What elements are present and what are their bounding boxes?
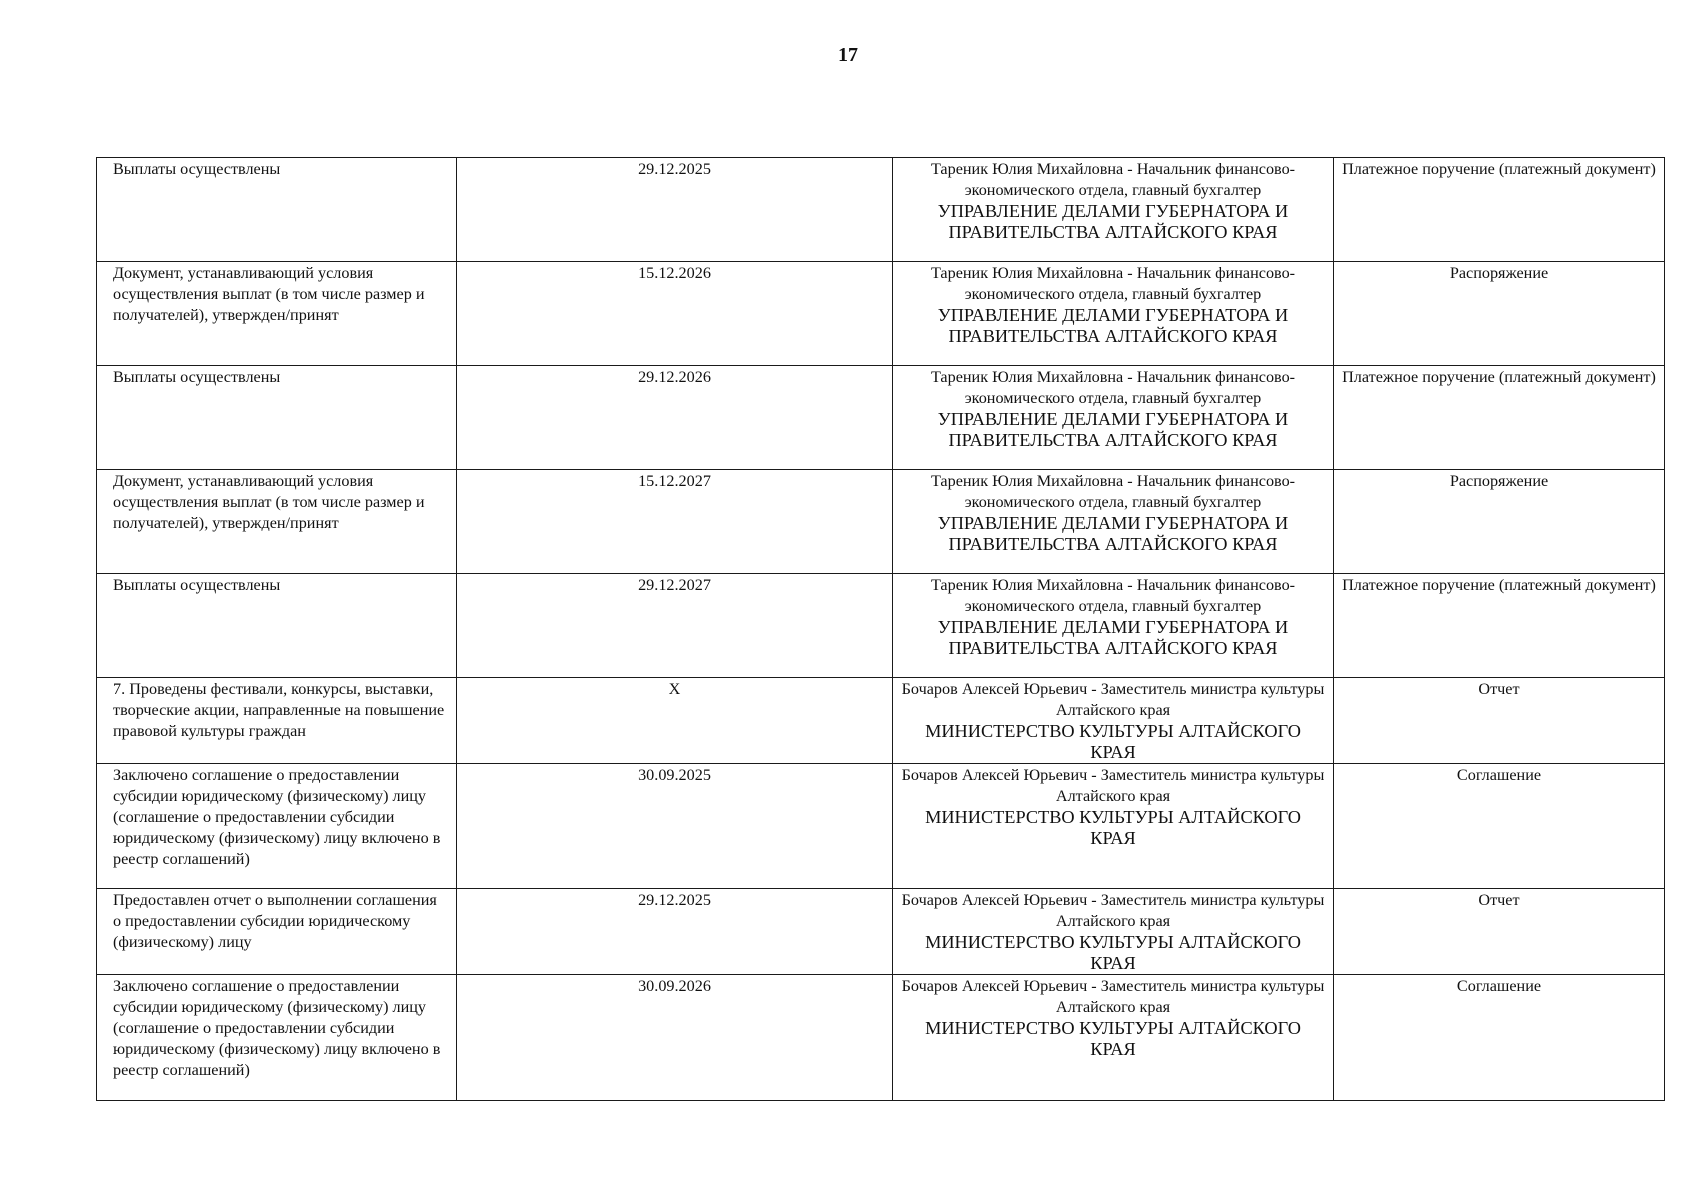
table-row — [97, 470, 1665, 574]
responsible-organization: УПРАВЛЕНИЕ ДЕЛАМИ ГУБЕРНАТОРА И ПРАВИТЕЛЬСТВА АЛТАЙСКОГО КРАЯ — [937, 409, 1289, 450]
responsible-organization: МИНИСТЕРСТВО КУЛЬТУРЫ АЛТАЙСКОГО КРАЯ — [925, 721, 1301, 762]
document-type-cell: Отчет — [1334, 889, 1665, 975]
date-cell: 30.09.2026 — [457, 975, 893, 1101]
event-cell: Заключено соглашение о предоставлении субсидии юридическому (физическому) лицу (соглашение о предоставлении субсидии юридическому (физическому) лицу включено в реестр соглашений) — [97, 764, 457, 889]
date-cell: 15.12.2026 — [457, 262, 893, 366]
table-row — [97, 678, 1665, 764]
responsible-cell — [893, 470, 1334, 574]
date-cell: 29.12.2025 — [457, 889, 893, 975]
table-row — [97, 764, 1665, 889]
date-cell: 30.09.2025 — [457, 764, 893, 889]
responsible-person: Бочаров Алексей Юрьевич - Заместитель министра культуры Алтайского края — [901, 891, 1325, 930]
table-row — [97, 158, 1665, 262]
event-cell: Заключено соглашение о предоставлении субсидии юридическому (физическому) лицу (соглашение о предоставлении субсидии юридическому (физическому) лицу включено в реестр соглашений) — [97, 975, 457, 1101]
document-type-cell: Соглашение — [1334, 764, 1665, 889]
date-cell: 15.12.2027 — [457, 470, 893, 574]
responsible-cell — [893, 574, 1334, 678]
responsible-person: Бочаров Алексей Юрьевич - Заместитель министра культуры Алтайского края — [901, 766, 1325, 805]
date-cell: 29.12.2027 — [457, 574, 893, 678]
table-row — [97, 574, 1665, 678]
responsible-person: Бочаров Алексей Юрьевич - Заместитель министра культуры Алтайского края — [901, 680, 1325, 719]
responsible-person: Тареник Юлия Михайловна - Начальник финансово-экономического отдела, главный бухгалтер — [930, 576, 1296, 615]
event-cell: 7. Проведены фестивали, конкурсы, выставки, творческие акции, направленные на повышение правовой культуры граждан — [97, 678, 457, 764]
event-cell: Документ, устанавливающий условия осуществления выплат (в том числе размер и получателей), утвержден/принят — [97, 262, 457, 366]
responsible-organization: МИНИСТЕРСТВО КУЛЬТУРЫ АЛТАЙСКОГО КРАЯ — [925, 807, 1301, 848]
responsible-organization: УПРАВЛЕНИЕ ДЕЛАМИ ГУБЕРНАТОРА И ПРАВИТЕЛЬСТВА АЛТАЙСКОГО КРАЯ — [937, 513, 1289, 554]
responsible-cell — [893, 889, 1334, 975]
responsible-cell — [893, 158, 1334, 262]
responsible-person: Тареник Юлия Михайловна - Начальник финансово-экономического отдела, главный бухгалтер — [930, 368, 1296, 407]
document-type-cell: Распоряжение — [1334, 262, 1665, 366]
responsible-organization: УПРАВЛЕНИЕ ДЕЛАМИ ГУБЕРНАТОРА И ПРАВИТЕЛЬСТВА АЛТАЙСКОГО КРАЯ — [937, 617, 1289, 658]
date-cell: 29.12.2026 — [457, 366, 893, 470]
responsible-organization: МИНИСТЕРСТВО КУЛЬТУРЫ АЛТАЙСКОГО КРАЯ — [925, 932, 1301, 973]
page-number: 17 — [838, 44, 858, 66]
date-cell: Х — [457, 678, 893, 764]
responsible-person: Тареник Юлия Михайловна - Начальник финансово-экономического отдела, главный бухгалтер — [930, 264, 1296, 303]
date-cell: 29.12.2025 — [457, 158, 893, 262]
document-type-cell: Распоряжение — [1334, 470, 1665, 574]
document-type-cell: Платежное поручение (платежный документ) — [1334, 574, 1665, 678]
table-row — [97, 975, 1665, 1101]
document-type-cell: Платежное поручение (платежный документ) — [1334, 366, 1665, 470]
responsible-person: Тареник Юлия Михайловна - Начальник финансово-экономического отдела, главный бухгалтер — [930, 472, 1296, 511]
responsible-cell — [893, 975, 1334, 1101]
document-type-cell: Соглашение — [1334, 975, 1665, 1101]
responsible-organization: УПРАВЛЕНИЕ ДЕЛАМИ ГУБЕРНАТОРА И ПРАВИТЕЛЬСТВА АЛТАЙСКОГО КРАЯ — [937, 305, 1289, 346]
responsible-organization: МИНИСТЕРСТВО КУЛЬТУРЫ АЛТАЙСКОГО КРАЯ — [925, 1018, 1301, 1059]
responsible-person: Бочаров Алексей Юрьевич - Заместитель министра культуры Алтайского края — [901, 977, 1325, 1016]
event-cell: Выплаты осуществлены — [97, 366, 457, 470]
responsible-cell — [893, 366, 1334, 470]
table-row — [97, 262, 1665, 366]
event-cell: Предоставлен отчет о выполнении соглашения о предоставлении субсидии юридическому (физическому) лицу — [97, 889, 457, 975]
responsible-cell — [893, 678, 1334, 764]
responsible-cell — [893, 262, 1334, 366]
responsible-person: Тареник Юлия Михайловна - Начальник финансово-экономического отдела, главный бухгалтер — [930, 160, 1296, 199]
responsible-organization: УПРАВЛЕНИЕ ДЕЛАМИ ГУБЕРНАТОРА И ПРАВИТЕЛЬСТВА АЛТАЙСКОГО КРАЯ — [937, 201, 1289, 242]
document-type-cell: Платежное поручение (платежный документ) — [1334, 158, 1665, 262]
table-row — [97, 889, 1665, 975]
control-points-table — [96, 157, 1665, 1101]
table-row — [97, 366, 1665, 470]
event-cell: Документ, устанавливающий условия осуществления выплат (в том числе размер и получателей), утвержден/принят — [97, 470, 457, 574]
responsible-cell — [893, 764, 1334, 889]
event-cell: Выплаты осуществлены — [97, 158, 457, 262]
document-type-cell: Отчет — [1334, 678, 1665, 764]
event-cell: Выплаты осуществлены — [97, 574, 457, 678]
